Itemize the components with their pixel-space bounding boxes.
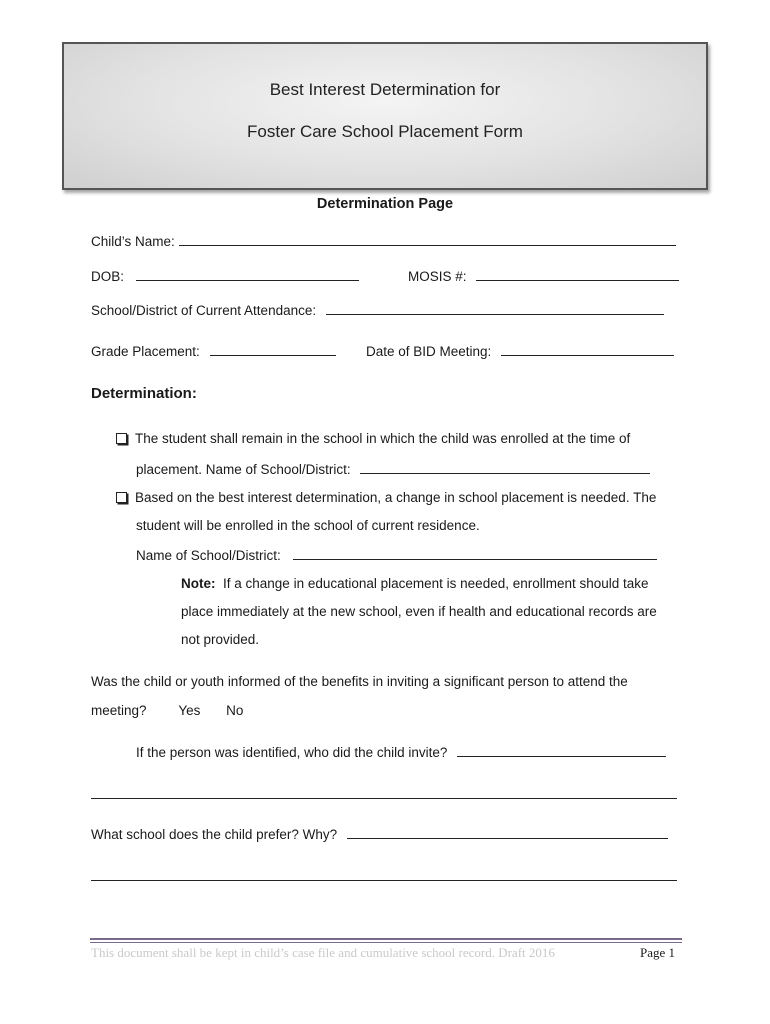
grade-row: [91, 343, 336, 359]
informed-question-line1: Was the child or youth informed of the benefits in inviting a significant person to attend the: [91, 674, 628, 689]
option2-school-label: Name of School/District:: [136, 548, 281, 563]
dob-row: [91, 268, 359, 284]
childs-name-field[interactable]: [179, 233, 676, 246]
form-title-line1: Best Interest Determination for: [269, 80, 501, 99]
page-heading: Determination Page: [316, 196, 454, 212]
grade-placement-field[interactable]: [210, 343, 336, 356]
option1-line2: [136, 461, 650, 477]
dob-field[interactable]: [136, 268, 359, 281]
option2-line3: [136, 547, 657, 563]
prefer-label: What school does the child prefer? Why?: [91, 827, 338, 842]
note-line3: not provided.: [181, 632, 260, 647]
prefer-continuation-field[interactable]: [91, 868, 677, 881]
determination-heading: Determination:: [91, 385, 197, 402]
informed-question-line2: [91, 703, 243, 718]
invite-row: [136, 744, 666, 760]
option2-checkbox[interactable]: [116, 492, 127, 503]
title-box: [62, 42, 708, 190]
invite-field[interactable]: [457, 744, 666, 757]
invite-label: If the person was identified, who did the child invite?: [136, 745, 448, 760]
prefer-row: [91, 826, 668, 842]
yes-option[interactable]: Yes: [178, 703, 201, 718]
option1-line1: [116, 431, 630, 446]
no-option[interactable]: No: [226, 703, 244, 718]
footer-rule-thin: [90, 942, 682, 943]
dob-label: DOB:: [91, 269, 125, 284]
option1-text: The student shall remain in the school in which the child was enrolled at the time of: [135, 431, 631, 446]
option1-checkbox[interactable]: [116, 433, 127, 444]
page-number: Page 1: [640, 945, 676, 960]
school-district-row: [91, 302, 664, 318]
school-district-label: School/District of Current Attendance:: [91, 303, 317, 318]
option2-line1: [116, 490, 656, 505]
mosis-field[interactable]: [476, 268, 679, 281]
mosis-label: MOSIS #:: [408, 269, 467, 284]
date-bid-label: Date of BID Meeting:: [366, 344, 492, 359]
meeting-label: meeting?: [91, 703, 147, 718]
option1-school-field[interactable]: [360, 461, 650, 474]
note-label: Note:: [181, 576, 216, 591]
mosis-row: [408, 268, 679, 284]
form-title-line2: Foster Care School Placement Form: [247, 122, 523, 141]
invite-continuation-field[interactable]: [91, 786, 677, 799]
grade-placement-label: Grade Placement:: [91, 344, 200, 359]
childs-name-row: [91, 233, 676, 249]
school-district-field[interactable]: [326, 302, 664, 315]
note-text1: If a change in educational placement is needed, enrollment should take: [223, 576, 649, 591]
option2-text: Based on the best interest determination, a change in school placement is needed. The: [135, 490, 657, 505]
note-line1: [181, 576, 649, 591]
footer-note: This document shall be kept in child’s case file and cumulative school record. Draft 2016: [91, 945, 555, 960]
prefer-field[interactable]: [347, 826, 668, 839]
date-bid-field[interactable]: [501, 343, 674, 356]
bid-row: [366, 343, 674, 359]
footer-rule: [90, 938, 682, 940]
option1-school-label: placement. Name of School/District:: [136, 462, 351, 477]
option2-line2: student will be enrolled in the school of current residence.: [136, 518, 480, 533]
option2-school-field[interactable]: [293, 547, 657, 560]
childs-name-label: Child’s Name:: [91, 234, 175, 249]
note-line2: place immediately at the new school, even if health and educational records are: [181, 604, 657, 619]
